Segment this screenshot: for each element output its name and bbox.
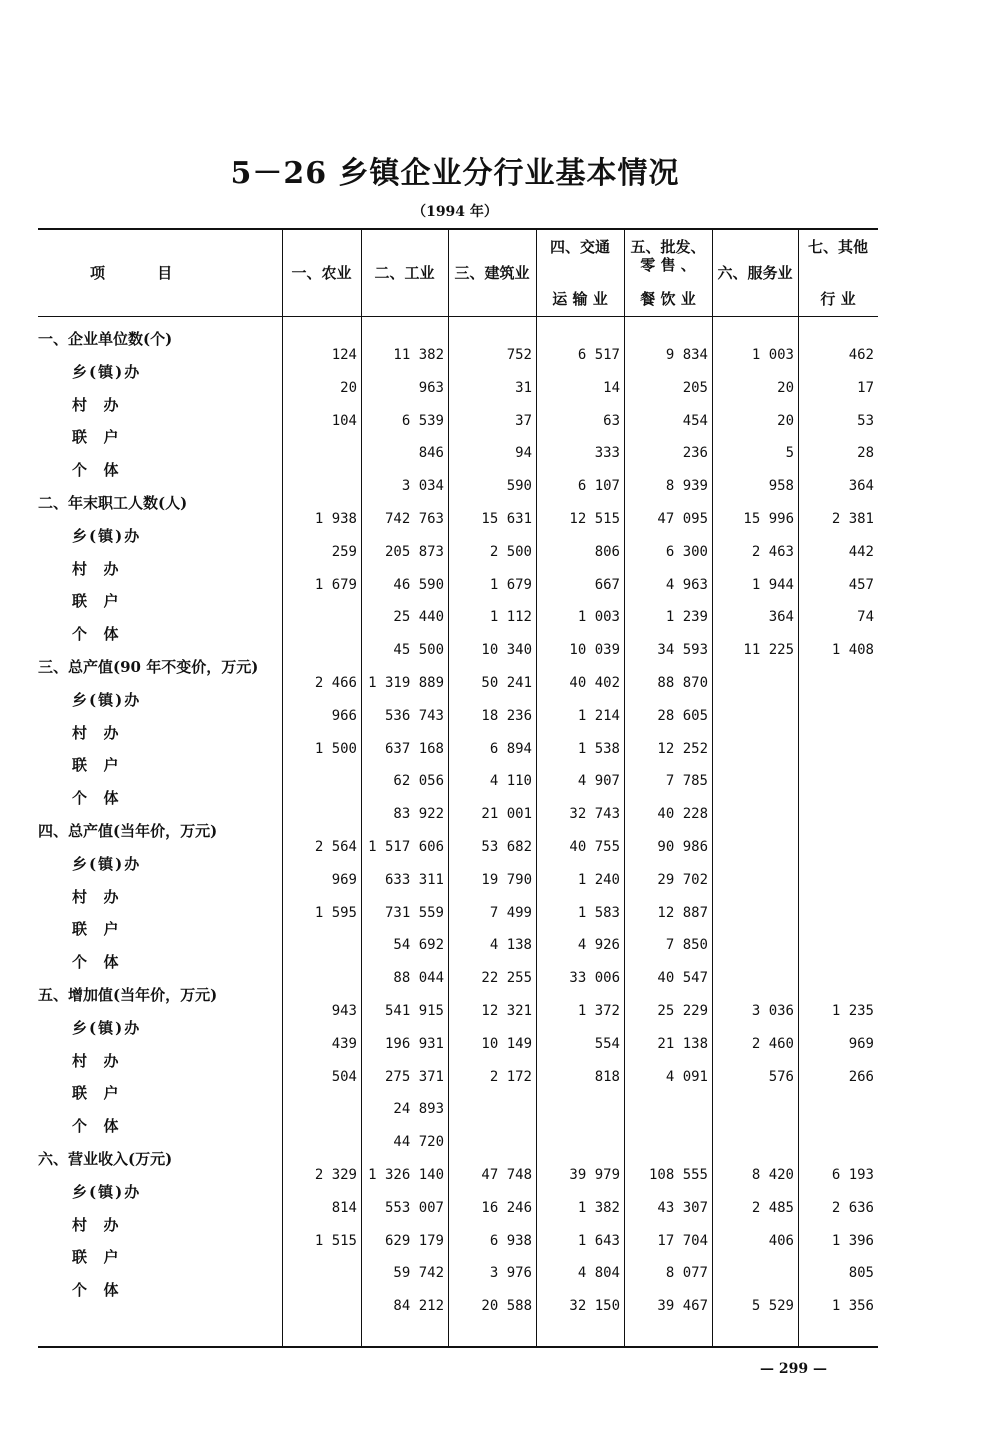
table-cell: 29 702 bbox=[657, 871, 708, 888]
sub-row-label: 乡(镇)办 bbox=[72, 690, 142, 709]
table-cell: 454 bbox=[682, 412, 708, 429]
sub-row-label: 乡(镇)办 bbox=[72, 1182, 142, 1201]
table-cell: 629 179 bbox=[384, 1232, 444, 1249]
page-number: — 299 — bbox=[760, 1361, 827, 1377]
table-cell: 37 bbox=[515, 412, 532, 429]
sub-row-label: 村 办 bbox=[72, 887, 121, 906]
section-label: 二、年末职工人数(人) bbox=[38, 494, 188, 512]
table-cell: 1 239 bbox=[665, 609, 708, 626]
table-cell: 21 001 bbox=[481, 806, 532, 823]
table-cell: 50 241 bbox=[481, 675, 532, 691]
table-cell: 1 679 bbox=[489, 576, 532, 593]
table-header-rule bbox=[38, 316, 878, 317]
page-subtitle: （1994 年） bbox=[412, 204, 498, 220]
table-cell: 6 938 bbox=[489, 1232, 532, 1249]
table-cell: 2 329 bbox=[314, 1167, 357, 1183]
table-cell: 88 870 bbox=[657, 675, 708, 691]
table-cell: 236 bbox=[682, 445, 708, 462]
table-cell: 742 763 bbox=[384, 511, 444, 527]
table-cell: 6 539 bbox=[401, 412, 444, 429]
table-cell: 6 107 bbox=[577, 478, 620, 495]
table-cell: 2 172 bbox=[489, 1068, 532, 1085]
table-cell: 6 193 bbox=[831, 1167, 874, 1183]
table-cell: 40 755 bbox=[569, 839, 620, 855]
table-cell: 4 907 bbox=[577, 773, 620, 790]
table-cell: 47 095 bbox=[657, 511, 708, 527]
sub-row-label: 联 户 bbox=[72, 428, 121, 447]
section-label: 一、企业单位数(个) bbox=[38, 330, 173, 348]
table-cell: 4 926 bbox=[577, 937, 620, 954]
table-cell: 4 138 bbox=[489, 937, 532, 954]
table-bottom-rule bbox=[38, 1346, 878, 1348]
table-cell: 5 529 bbox=[751, 1298, 794, 1315]
table-cell: 11 225 bbox=[743, 642, 794, 659]
table-cell: 364 bbox=[848, 478, 874, 495]
table-cell: 74 bbox=[857, 609, 874, 626]
table-cell: 2 500 bbox=[489, 543, 532, 560]
table-cell: 969 bbox=[848, 1035, 874, 1052]
header-col-7-line2: 行 业 bbox=[820, 290, 856, 308]
table-cell: 12 321 bbox=[481, 1003, 532, 1019]
table-cell: 1 517 606 bbox=[368, 839, 444, 855]
sub-row-label: 村 办 bbox=[72, 723, 121, 742]
table-cell: 2 460 bbox=[751, 1035, 794, 1052]
table-cell: 8 420 bbox=[751, 1167, 794, 1183]
table-cell: 406 bbox=[768, 1232, 794, 1249]
table-cell: 1 372 bbox=[577, 1003, 620, 1019]
sub-row-label: 联 户 bbox=[72, 1084, 121, 1103]
table-cell: 40 547 bbox=[657, 970, 708, 987]
table-cell: 3 034 bbox=[401, 478, 444, 495]
sub-row-label: 个 体 bbox=[72, 1117, 121, 1136]
table-cell: 554 bbox=[594, 1035, 620, 1052]
table-cell: 553 007 bbox=[384, 1199, 444, 1216]
table-cell: 1 240 bbox=[577, 871, 620, 888]
table-cell: 1 538 bbox=[577, 740, 620, 757]
table-cell: 576 bbox=[768, 1068, 794, 1085]
table-cell: 818 bbox=[594, 1068, 620, 1085]
header-col-1: 一、农业 bbox=[291, 264, 352, 282]
table-cell: 17 704 bbox=[657, 1232, 708, 1249]
table-cell: 2 466 bbox=[314, 675, 357, 691]
table-cell: 32 743 bbox=[569, 806, 620, 823]
header-col-3: 三、建筑业 bbox=[454, 264, 530, 282]
table-cell: 12 887 bbox=[657, 904, 708, 921]
sub-row-label: 联 户 bbox=[72, 592, 121, 611]
table-cell: 1 515 bbox=[314, 1232, 357, 1249]
table-cell: 1 500 bbox=[314, 740, 357, 757]
table-cell: 45 500 bbox=[393, 642, 444, 659]
table-cell: 44 720 bbox=[393, 1134, 444, 1151]
table-cell: 10 149 bbox=[481, 1035, 532, 1052]
table-cell: 108 555 bbox=[648, 1167, 708, 1183]
sub-row-label: 联 户 bbox=[72, 1248, 121, 1267]
table-cell: 259 bbox=[331, 543, 357, 560]
table-cell: 6 894 bbox=[489, 740, 532, 757]
table-cell: 969 bbox=[331, 871, 357, 888]
table-cell: 8 939 bbox=[665, 478, 708, 495]
table-cell: 25 440 bbox=[393, 609, 444, 626]
header-col-4-line1: 四、交通 bbox=[549, 238, 610, 256]
table-cell: 4 110 bbox=[489, 773, 532, 790]
table-cell: 19 790 bbox=[481, 871, 532, 888]
header-col-4-line2: 运 输 业 bbox=[552, 290, 608, 308]
section-label: 六、营业收入(万元) bbox=[38, 1150, 173, 1168]
table-cell: 966 bbox=[331, 707, 357, 724]
table-cell: 6 300 bbox=[665, 543, 708, 560]
table-cell: 1 679 bbox=[314, 576, 357, 593]
table-cell: 4 804 bbox=[577, 1265, 620, 1282]
table-cell: 1 214 bbox=[577, 707, 620, 724]
table-cell: 958 bbox=[768, 478, 794, 495]
table-cell: 11 382 bbox=[393, 347, 444, 363]
table-cell: 94 bbox=[515, 445, 532, 462]
table-cell: 442 bbox=[848, 543, 874, 560]
table-cell: 196 931 bbox=[384, 1035, 444, 1052]
table-cell: 33 006 bbox=[569, 970, 620, 987]
page-title: 5－26 乡镇企业分行业基本情况 bbox=[230, 156, 680, 191]
table-cell: 275 371 bbox=[384, 1068, 444, 1085]
table-cell: 814 bbox=[331, 1199, 357, 1216]
table-cell: 1 326 140 bbox=[368, 1167, 444, 1183]
header-col-7-line1: 七、其他 bbox=[807, 238, 868, 256]
table-cell: 541 915 bbox=[384, 1003, 444, 1019]
sub-row-label: 村 办 bbox=[72, 1051, 121, 1070]
table-cell: 2 564 bbox=[314, 839, 357, 855]
table-cell: 439 bbox=[331, 1035, 357, 1052]
sub-row-label: 乡(镇)办 bbox=[72, 362, 142, 381]
section-label: 四、总产值(当年价，万元) bbox=[38, 822, 218, 840]
table-cell: 2 463 bbox=[751, 543, 794, 560]
table-cell: 5 bbox=[785, 445, 794, 462]
table-cell: 47 748 bbox=[481, 1167, 532, 1183]
table-cell: 266 bbox=[848, 1068, 874, 1085]
table-cell: 846 bbox=[418, 445, 444, 462]
table-cell: 54 692 bbox=[393, 937, 444, 954]
header-item: 项 目 bbox=[90, 264, 173, 282]
table-cell: 53 bbox=[857, 412, 874, 429]
table-cell: 805 bbox=[848, 1265, 874, 1282]
table-cell: 59 742 bbox=[393, 1265, 444, 1282]
table-cell: 25 229 bbox=[657, 1003, 708, 1019]
header-col-5-line1: 五、批发、零 售 、 bbox=[630, 238, 706, 274]
table-cell: 4 963 bbox=[665, 576, 708, 593]
table-cell: 62 056 bbox=[393, 773, 444, 790]
table-cell: 1 356 bbox=[831, 1298, 874, 1315]
sub-row-label: 个 体 bbox=[72, 789, 121, 808]
table-cell: 20 bbox=[777, 412, 794, 429]
table-cell: 633 311 bbox=[384, 871, 444, 888]
table-cell: 1 643 bbox=[577, 1232, 620, 1249]
header-col-2: 二、工业 bbox=[374, 264, 435, 282]
table-cell: 806 bbox=[594, 543, 620, 560]
sub-row-label: 联 户 bbox=[72, 920, 121, 939]
table-cell: 10 039 bbox=[569, 642, 620, 659]
table-cell: 17 bbox=[857, 379, 874, 396]
table-cell: 10 340 bbox=[481, 642, 532, 659]
table-cell: 90 986 bbox=[657, 839, 708, 855]
table-cell: 1 235 bbox=[831, 1003, 874, 1019]
table-cell: 4 091 bbox=[665, 1068, 708, 1085]
table-cell: 53 682 bbox=[481, 839, 532, 855]
table-cell: 40 228 bbox=[657, 806, 708, 823]
table-cell: 46 590 bbox=[393, 576, 444, 593]
table-cell: 590 bbox=[506, 478, 532, 495]
table-cell: 39 467 bbox=[657, 1298, 708, 1315]
table-cell: 1 396 bbox=[831, 1232, 874, 1249]
table-cell: 2 485 bbox=[751, 1199, 794, 1216]
table-cell: 364 bbox=[768, 609, 794, 626]
table-cell: 637 168 bbox=[384, 740, 444, 757]
table-cell: 20 bbox=[340, 379, 357, 396]
table-cell: 84 212 bbox=[393, 1298, 444, 1315]
table-cell: 20 588 bbox=[481, 1298, 532, 1315]
table-cell: 2 636 bbox=[831, 1199, 874, 1216]
table-cell: 88 044 bbox=[393, 970, 444, 987]
table-cell: 2 381 bbox=[831, 511, 874, 527]
table-cell: 12 252 bbox=[657, 740, 708, 757]
table-cell: 752 bbox=[506, 347, 532, 363]
sub-row-label: 村 办 bbox=[72, 559, 121, 578]
table-cell: 1 595 bbox=[314, 904, 357, 921]
table-cell: 32 150 bbox=[569, 1298, 620, 1315]
table-cell: 205 873 bbox=[384, 543, 444, 560]
table-cell: 28 605 bbox=[657, 707, 708, 724]
table-cell: 7 499 bbox=[489, 904, 532, 921]
table-cell: 22 255 bbox=[481, 970, 532, 987]
table-cell: 963 bbox=[418, 379, 444, 396]
table-cell: 104 bbox=[331, 412, 357, 429]
table-cell: 536 743 bbox=[384, 707, 444, 724]
table-cell: 124 bbox=[331, 347, 357, 363]
table-cell: 7 785 bbox=[665, 773, 708, 790]
table-cell: 333 bbox=[594, 445, 620, 462]
table-cell: 1 382 bbox=[577, 1199, 620, 1216]
table-cell: 18 236 bbox=[481, 707, 532, 724]
sub-row-label: 乡(镇)办 bbox=[72, 854, 142, 873]
table-cell: 15 631 bbox=[481, 511, 532, 527]
table-cell: 14 bbox=[603, 379, 620, 396]
table-cell: 1 944 bbox=[751, 576, 794, 593]
table-cell: 83 922 bbox=[393, 806, 444, 823]
table-cell: 3 036 bbox=[751, 1003, 794, 1019]
table-cell: 6 517 bbox=[577, 347, 620, 363]
table-cell: 20 bbox=[777, 379, 794, 396]
sub-row-label: 个 体 bbox=[72, 461, 121, 480]
table-cell: 34 593 bbox=[657, 642, 708, 659]
table-cell: 457 bbox=[848, 576, 874, 593]
header-col-5-line2: 餐 饮 业 bbox=[640, 290, 696, 308]
table-cell: 1 583 bbox=[577, 904, 620, 921]
table-cell: 1 938 bbox=[314, 511, 357, 527]
table-cell: 63 bbox=[603, 412, 620, 429]
table-cell: 24 893 bbox=[393, 1101, 444, 1118]
table-cell: 21 138 bbox=[657, 1035, 708, 1052]
table-cell: 1 408 bbox=[831, 642, 874, 659]
table-cell: 462 bbox=[848, 347, 874, 363]
table-top-rule bbox=[38, 228, 878, 230]
table-cell: 3 976 bbox=[489, 1265, 532, 1282]
table-cell: 40 402 bbox=[569, 675, 620, 691]
table-cell: 16 246 bbox=[481, 1199, 532, 1216]
table-cell: 205 bbox=[682, 379, 708, 396]
sub-row-label: 乡(镇)办 bbox=[72, 526, 142, 545]
sub-row-label: 村 办 bbox=[72, 395, 121, 414]
table-cell: 504 bbox=[331, 1068, 357, 1085]
table-cell: 731 559 bbox=[384, 904, 444, 921]
sub-row-label: 乡(镇)办 bbox=[72, 1018, 142, 1037]
table-cell: 1 319 889 bbox=[368, 675, 444, 691]
sub-row-label: 个 体 bbox=[72, 1281, 121, 1300]
section-label: 五、增加值(当年价，万元) bbox=[38, 986, 218, 1004]
table-cell: 1 003 bbox=[577, 609, 620, 626]
table-cell: 39 979 bbox=[569, 1167, 620, 1183]
table-cell: 1 112 bbox=[489, 609, 532, 626]
table-cell: 43 307 bbox=[657, 1199, 708, 1216]
section-label: 三、总产值(90 年不变价，万元) bbox=[38, 658, 259, 676]
table-cell: 943 bbox=[331, 1003, 357, 1019]
table-cell: 9 834 bbox=[665, 347, 708, 363]
sub-row-label: 个 体 bbox=[72, 953, 121, 972]
sub-row-label: 村 办 bbox=[72, 1215, 121, 1234]
table-cell: 12 515 bbox=[569, 511, 620, 527]
table-cell: 7 850 bbox=[665, 937, 708, 954]
table-cell: 1 003 bbox=[751, 347, 794, 363]
table-cell: 28 bbox=[857, 445, 874, 462]
table-cell: 15 996 bbox=[743, 511, 794, 527]
sub-row-label: 联 户 bbox=[72, 756, 121, 775]
table-cell: 8 077 bbox=[665, 1265, 708, 1282]
header-col-6: 六、服务业 bbox=[717, 264, 793, 282]
table-cell: 31 bbox=[515, 379, 532, 396]
table-cell: 667 bbox=[594, 576, 620, 593]
sub-row-label: 个 体 bbox=[72, 625, 121, 644]
